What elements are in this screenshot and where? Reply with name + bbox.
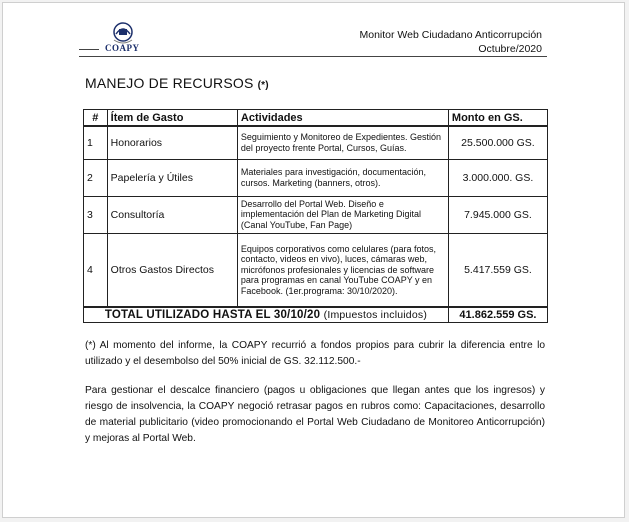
header-dash: [79, 49, 99, 50]
header-cell-item: Ítem de Gasto: [107, 110, 237, 127]
header-date: Octubre/2020: [478, 43, 542, 55]
row-activities: Equipos corporativos como celulares (para fotos, contacto, videos en vivo), luces, cámaras web, micrófonos profesionales y licencias de software para programas en canal YouTube COAPY y en Facebook. (1er.programa: 30/10/2020).: [237, 233, 448, 307]
row-item: Consultoría: [107, 196, 237, 233]
section-note-mark: (*): [257, 80, 269, 91]
row-item: Honorarios: [107, 126, 237, 159]
row-number: 1: [84, 126, 108, 159]
row-amount: 5.417.559 GS.: [448, 233, 547, 307]
row-activities: Materiales para investigación, documentación, cursos. Marketing (banners, otros).: [237, 159, 448, 196]
row-activities: Desarrollo del Portal Web. Diseño e implementación del Plan de Marketing Digital (Canal YouTube, Fan Page): [237, 196, 448, 233]
total-note: (Impuestos incluidos): [323, 309, 428, 321]
header-rule: [79, 56, 547, 57]
total-label: TOTAL UTILIZADO HASTA EL 30/10/20: [104, 309, 321, 321]
document-page: [2, 2, 625, 518]
total-label-cell: [84, 307, 449, 323]
footnote-paragraph: (*) Al momento del informe, la COAPY recurrió a fondos propios para cubrir la diferencia entre lo utilizado y el desembolso del 50% inicial de GS. 32.112.500.-: [85, 340, 545, 367]
logo-text: COAPY: [105, 43, 140, 53]
section-title: [85, 75, 269, 91]
table-header-row: [84, 110, 548, 127]
section-title-text: MANEJO DE RECURSOS: [85, 75, 254, 91]
header-cell-number: #: [84, 110, 108, 127]
header-cell-amount: Monto en GS.: [448, 110, 547, 127]
row-item: Otros Gastos Directos: [107, 233, 237, 307]
row-number: 3: [84, 196, 108, 233]
table-row: [84, 126, 548, 159]
row-number: 2: [84, 159, 108, 196]
row-amount: 3.000.000. GS.: [448, 159, 547, 196]
table-row: [84, 196, 548, 233]
table-row: [84, 233, 548, 307]
body-paragraph: Para gestionar el descalce financiero (pagos u obligaciones que llegan antes que los ingresos) y riesgo de insolvencia, la COAPY negoció retrasar pagos en rubros como: Capacitaciones, desarrollo de material publicitario (video promocionando el Portal Web Ciudadano de Monitoreo Anticorrupción) y mejoras al Portal Web.: [85, 385, 545, 444]
row-amount: 7.945.000 GS.: [448, 196, 547, 233]
row-amount: 25.500.000 GS.: [448, 126, 547, 159]
row-activities: Seguimiento y Monitoreo de Expedientes. Gestión del proyecto frente Portal, Cursos, Guías.: [237, 126, 448, 159]
header-title: Monitor Web Ciudadano Anticorrupción: [359, 29, 542, 41]
resources-table: [83, 109, 548, 323]
row-number: 4: [84, 233, 108, 307]
row-item: Papelería y Útiles: [107, 159, 237, 196]
total-amount: 41.862.559 GS.: [448, 307, 547, 323]
table-row: [84, 159, 548, 196]
header-cell-activities: Actividades: [237, 110, 448, 127]
total-row: [84, 307, 548, 323]
